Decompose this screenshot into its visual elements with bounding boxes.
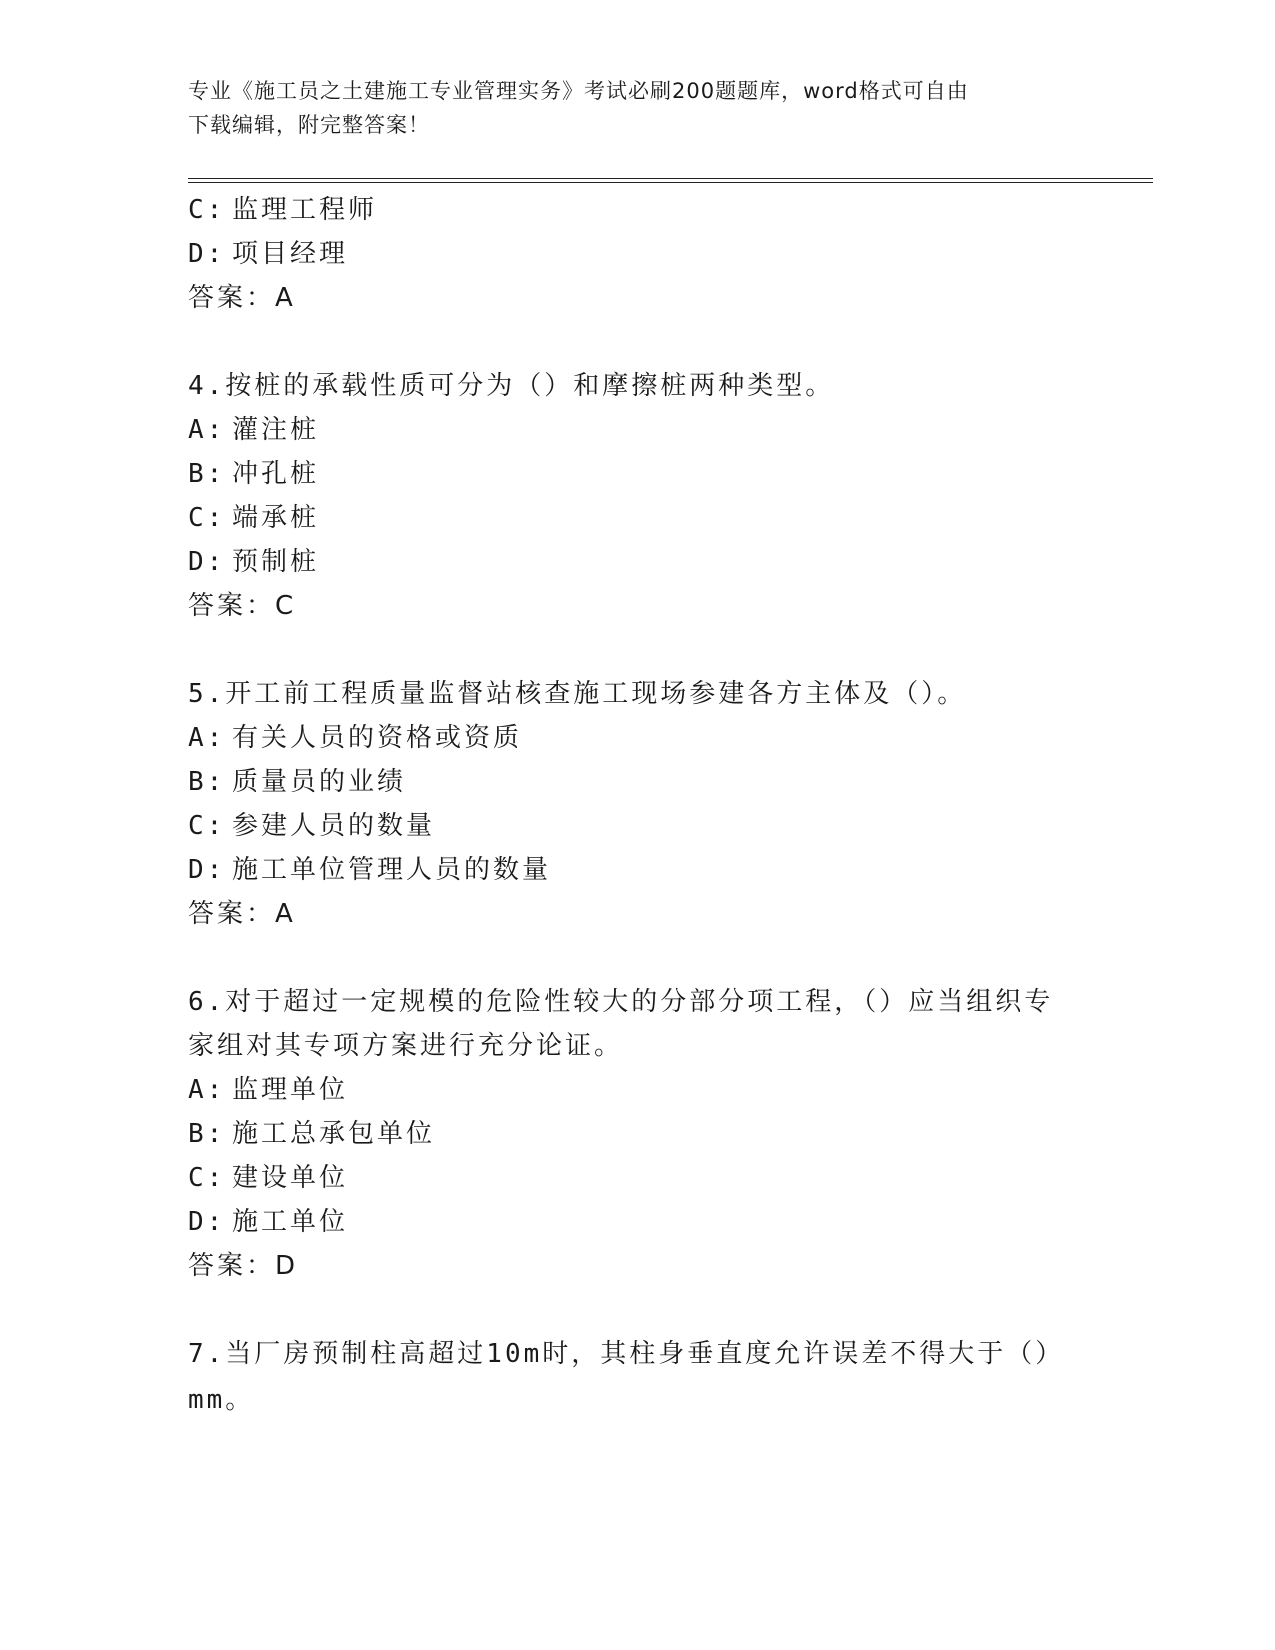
q5-stem: 5.开工前工程质量监督站核查施工现场参建各方主体及（）。 [188, 679, 967, 709]
option-label: A: [188, 1075, 226, 1105]
option-label: C: [188, 503, 226, 533]
option-text: 参建人员的数量 [232, 811, 436, 841]
option-label: A: [188, 415, 226, 445]
q4-option-b [188, 458, 319, 490]
option-label: C: [188, 811, 226, 841]
option-text: 项目经理 [232, 239, 349, 269]
option-label: D: [188, 855, 226, 885]
option-label: B: [188, 767, 226, 797]
q6-option-b [188, 1118, 435, 1150]
q6-answer: 答案：D [188, 1251, 299, 1281]
q5-option-d [188, 854, 551, 886]
q4-option-a [188, 414, 319, 446]
option-text: 预制桩 [232, 547, 320, 577]
option-text: 监理单位 [232, 1075, 349, 1105]
header-title-line-2: 下载编辑，附完整答案！ [188, 113, 430, 137]
option-text: 质量员的业绩 [232, 767, 407, 797]
q4-option-d [188, 546, 319, 578]
q6-option-a [188, 1074, 348, 1106]
option-label: C: [188, 1163, 226, 1193]
header-title-line-1: 专业《施工员之土建施工专业管理实务》考试必刷200题题库，word格式可自由 [188, 79, 969, 103]
option-label: D: [188, 1207, 226, 1237]
option-text: 灌注桩 [232, 415, 320, 445]
document-header [188, 74, 1088, 142]
q6-option-c [188, 1162, 348, 1194]
option-label: C: [188, 195, 226, 225]
option-text: 施工单位 [232, 1207, 349, 1237]
q5-option-a [188, 722, 522, 754]
q6-stem-line-1: 6.对于超过一定规模的危险性较大的分部分项工程，（）应当组织专 [188, 987, 1054, 1017]
option-label: D: [188, 547, 226, 577]
q4-answer: 答案：C [188, 591, 297, 621]
q5-option-c [188, 810, 435, 842]
q4-stem: 4.按桩的承载性质可分为（）和摩擦桩两种类型。 [188, 371, 835, 401]
option-label: B: [188, 459, 226, 489]
q6-option-d [188, 1206, 348, 1238]
option-text: 施工单位管理人员的数量 [232, 855, 552, 885]
q3-answer: 答案：A [188, 283, 296, 313]
option-label: B: [188, 1119, 226, 1149]
q3-option-d [188, 238, 348, 270]
q5-answer: 答案：A [188, 899, 296, 929]
header-divider-top [188, 178, 1153, 179]
option-text: 建设单位 [232, 1163, 349, 1193]
option-text: 有关人员的资格或资质 [232, 723, 523, 753]
option-text: 监理工程师 [232, 195, 378, 225]
option-label: D: [188, 239, 226, 269]
q7-stem-line-1: 7.当厂房预制柱高超过10m时，其柱身垂直度允许误差不得大于（） [188, 1339, 1065, 1369]
header-divider-bottom [188, 182, 1153, 183]
option-text: 端承桩 [232, 503, 320, 533]
q5-option-b [188, 766, 406, 798]
q7-stem-line-2: mm。 [188, 1385, 255, 1415]
option-label: A: [188, 723, 226, 753]
q6-stem-line-2: 家组对其专项方案进行充分论证。 [188, 1031, 624, 1061]
q4-option-c [188, 502, 319, 534]
option-text: 冲孔桩 [232, 459, 320, 489]
option-text: 施工总承包单位 [232, 1119, 436, 1149]
q3-option-c [188, 194, 377, 226]
